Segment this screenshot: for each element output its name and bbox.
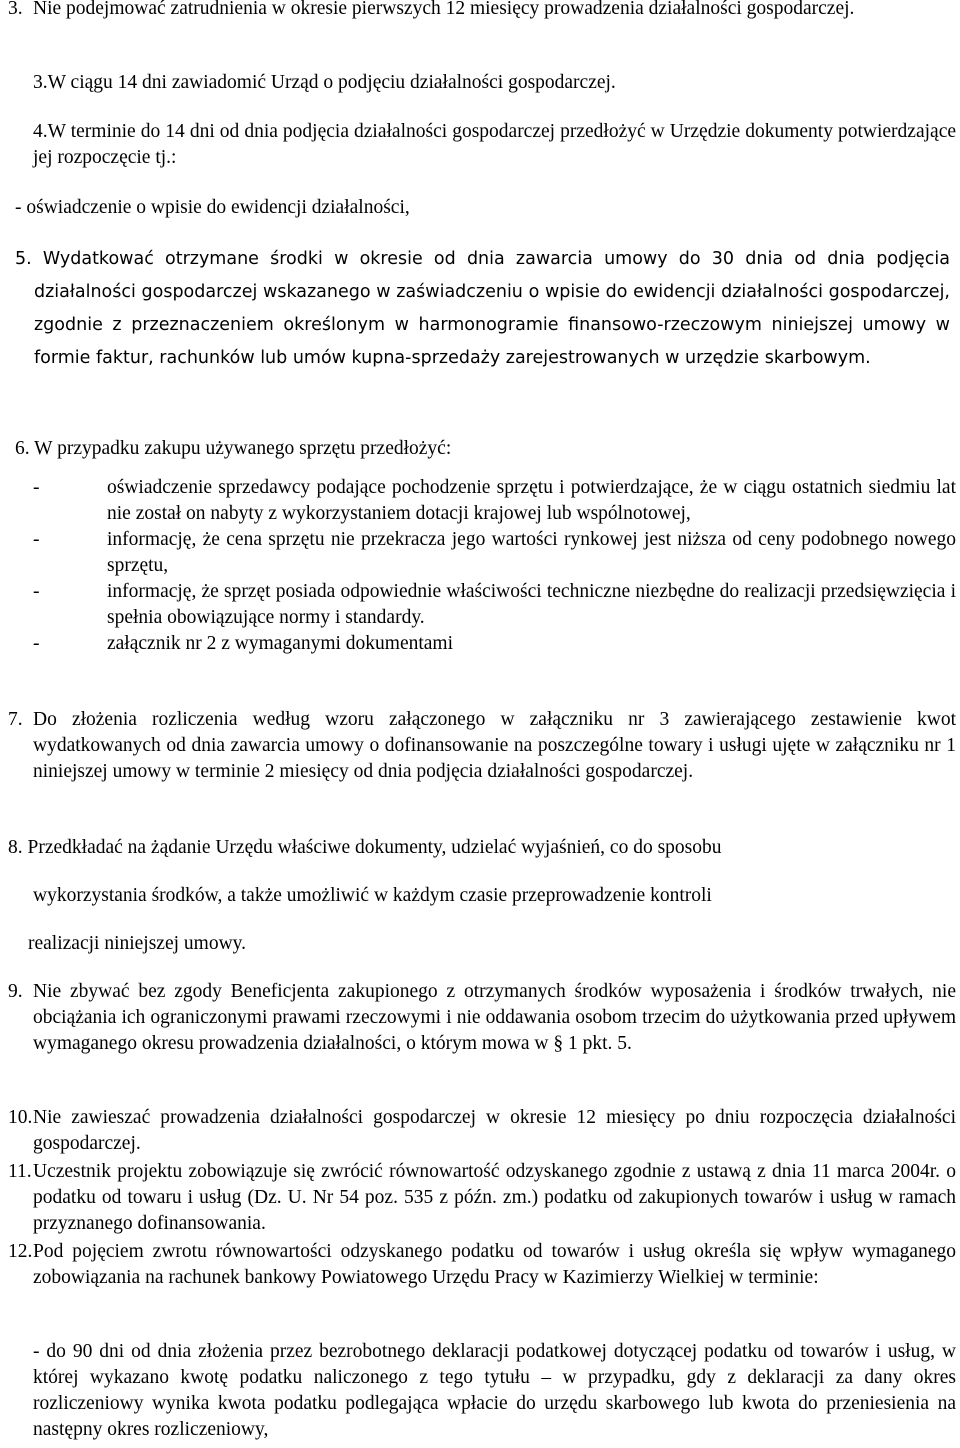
item-text: wykorzystania środków, a także umożliwić w każdym czasie przeprowadzenie kontroli <box>33 885 712 906</box>
item-text: Pod pojęciem zwrotu równowartości odzyskanego podatku od towarów i usług określa się wpływ wymaganego zobowiązania na rachunek bankowy Powiatowego Urzędu Pracy w Kazimierzy Wielkiej w terminie: <box>33 1241 956 1288</box>
list-item-3 <box>8 0 956 22</box>
list-item-4 <box>33 119 956 171</box>
item-text: realizacji niniejszej umowy. <box>28 933 247 954</box>
bullet-dash: - <box>33 633 40 654</box>
list-item-12-sub <box>33 1339 956 1443</box>
item-text: 3.W ciągu 14 dni zawiadomić Urząd o podjęciu działalności gospodarczej. <box>33 72 616 93</box>
item-text: Do złożenia rozliczenia według wzoru załączonego w załączniku nr 3 zawierającego zestawienie kwot wydatkowanych od dnia zawarcia umowy o dofinansowanie na poszczególne towary i usługi ujęte w załączniku nr 1 niniejszej umowy w terminie 2 miesięcy od dnia podjęcia działalności gospodarczej. <box>33 709 956 782</box>
list-item-7 <box>8 707 956 785</box>
bullet-item <box>33 527 956 579</box>
sub-item-text: - do 90 dni od dnia złożenia przez bezrobotnego deklaracji podatkowej dotyczącej podatku od towarów i usług, w której wykazano kwotę podatku naliczonego z tego tytułu – w przypadku, gdy z deklaracji za dany okres rozliczeniowy wynika kwota podatku podlegająca wpłacie do urzędu skarbowego lub kwota do przeniesienia na następny okres rozliczeniowy, <box>33 1341 956 1440</box>
list-item-8-line2 <box>33 883 953 909</box>
item-number: 10. <box>8 1107 33 1128</box>
item-number: 7. <box>8 709 23 730</box>
list-item-6-bullets <box>33 475 956 657</box>
list-item-5 <box>15 243 950 375</box>
item-number: 3. <box>8 0 23 19</box>
item-text: Nie zbywać bez zgody Beneficjenta zakupionego z otrzymanych środków wyposażenia i środków trwałych, nie obciążania ich ograniczonymi prawami rzeczowymi i nie oddawania osobom trzecim do użytkowania przed upływem wymaganego okresu prowadzenia działalności, o którym mowa w § 1 pkt. 5. <box>33 981 956 1054</box>
item-number: 12. <box>8 1241 33 1262</box>
item-text: 8. Przedkładać na żądanie Urzędu właściwe dokumenty, udzielać wyjaśnień, co do sposobu <box>8 837 722 858</box>
item-text: 4.W terminie do 14 dni od dnia podjęcia działalności gospodarczej przedłożyć w Urzędzie dokumenty potwierdzające jej rozpoczęcie tj.: <box>33 121 956 168</box>
list-item-12 <box>8 1239 956 1291</box>
bullet-text: informację, że sprzęt posiada odpowiednie właściwości techniczne niezbędne do realizacji przedsięwzięcia i spełnia obowiązujące normy i standardy. <box>107 581 956 628</box>
bullet-text: informację, że cena sprzętu nie przekracza jego wartości rynkowej jest niższa od ceny podobnego nowego sprzętu, <box>107 529 956 576</box>
list-item-6 <box>15 436 950 462</box>
sub-item-text: - oświadczenie o wpisie do ewidencji działalności, <box>15 197 410 218</box>
bullet-dash: - <box>33 529 40 550</box>
bullet-dash: - <box>33 581 40 602</box>
bullet-dash: - <box>33 477 40 498</box>
bullet-text: oświadczenie sprzedawcy podające pochodzenie sprzętu i potwierdzające, że w ciągu ostatnich siedmiu lat nie został on nabyty z wykorzystaniem dotacji krajowej lub wspólnotowej, <box>107 477 956 524</box>
item-text: Uczestnik projektu zobowiązuje się zwrócić równowartość odzyskanego zgodnie z ustawą z dnia 11 marca 2004r. o podatku od towaru i usług (Dz. U. Nr 54 poz. 535 z późn. zm.) podatku od zakupionych towarów i usług w ramach przyznanego dofinansowania. <box>33 1161 956 1234</box>
bullet-item <box>33 475 956 527</box>
item-text: Nie zawieszać prowadzenia działalności gospodarczej w okresie 12 miesięcy po dniu rozpoczęcia działalności gospodarczej. <box>33 1107 956 1154</box>
list-item-8-line3 <box>28 931 948 957</box>
item-text: 6. W przypadku zakupu używanego sprzętu przedłożyć: <box>15 438 452 459</box>
list-item-3b <box>33 70 953 96</box>
item-number: 11. <box>8 1161 32 1182</box>
item-number: 9. <box>8 981 23 1002</box>
list-item-10 <box>8 1105 956 1157</box>
item-text: Nie podejmować zatrudnienia w okresie pierwszych 12 miesięcy prowadzenia działalności gospodarczej. <box>33 0 855 19</box>
list-item-11 <box>8 1159 956 1237</box>
item-text: 5. Wydatkować otrzymane środki w okresie od dnia zawarcia umowy do 30 dnia od dnia podjęcia działalności gospodarczej wskazanego w zaświadczeniu o wpisie do ewidencji działalności gospodarczej, zgodnie z przeznaczeniem określonym w harmonogramie finansowo-rzeczowym niniejszej umowy w formie faktur, rachunków lub umów kupna-sprzedaży zarejestrowanych w urzędzie skarbowym. <box>15 249 950 368</box>
list-item-9 <box>8 979 956 1057</box>
bullet-item <box>33 579 956 631</box>
list-item-8-line1 <box>8 835 956 861</box>
list-item-4-sub <box>15 195 915 221</box>
bullet-item <box>33 631 956 657</box>
bullet-text: załącznik nr 2 z wymaganymi dokumentami <box>107 633 454 654</box>
